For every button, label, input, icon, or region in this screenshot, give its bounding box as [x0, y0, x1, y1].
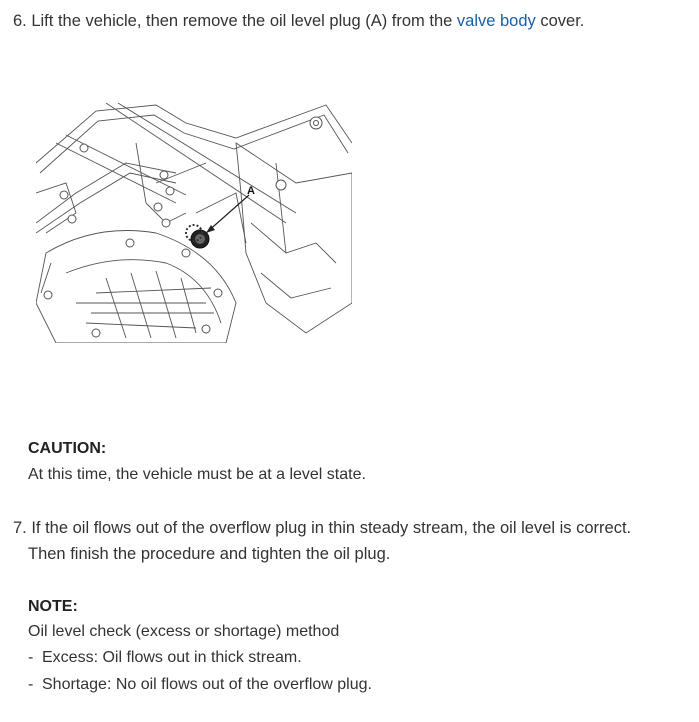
list-item-text: Shortage: No oil flows out of the overflow plug. [42, 676, 372, 693]
valve-body-link[interactable]: valve body [456, 12, 536, 30]
bullet-dash: - [28, 649, 34, 666]
oil-level-plug-diagram [36, 103, 352, 343]
list-item-text: Excess: Oil flows out in thick stream. [42, 649, 302, 666]
caution-title: CAUTION: [28, 440, 107, 457]
oil-level-plug [186, 225, 209, 248]
list-item [28, 672, 372, 698]
bullet-dash: - [28, 676, 34, 693]
step-6-suffix: cover. [535, 12, 585, 30]
step-7-line-2: Then finish the procedure and tighten the oil plug. [28, 545, 391, 563]
step-6-instruction [13, 8, 584, 34]
note-intro: Oil level check (excess or shortage) method [28, 623, 340, 640]
step-7-line-1: 7. If the oil flows out of the overflow plug in thin steady stream, the oil level is correct. [13, 519, 632, 537]
caution-text: At this time, the vehicle must be at a level state. [28, 466, 366, 483]
list-item [28, 645, 302, 671]
note-title: NOTE: [28, 598, 78, 615]
step-6-text: 6. Lift the vehicle, then remove the oil level plug (A) from the [13, 12, 457, 30]
transmission-illustration [36, 103, 352, 343]
callout-label-a: A [247, 185, 255, 197]
